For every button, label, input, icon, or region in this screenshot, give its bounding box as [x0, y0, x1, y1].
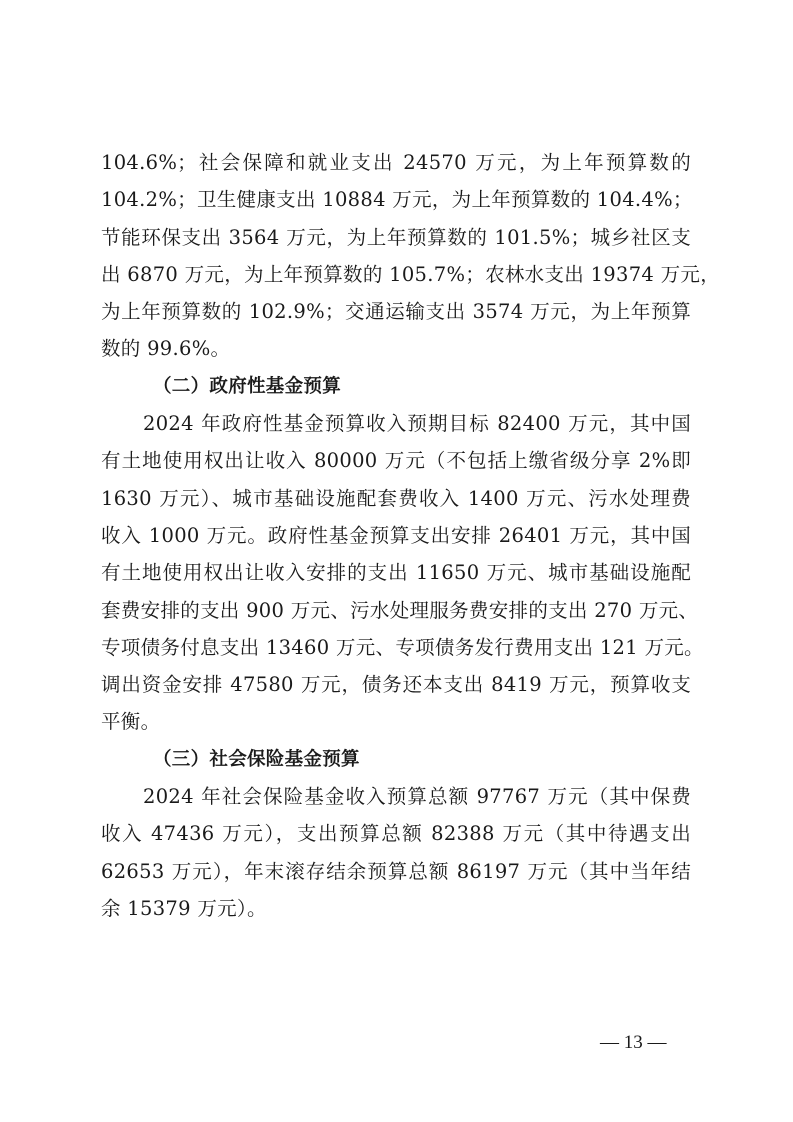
text-line: 1630 万元）、城市基础设施配套费收入 1400 万元、污水处理费 [101, 486, 691, 510]
text-line: 为上年预算数的 102.9%；交通运输支出 3574 万元，为上年预算 [101, 300, 691, 324]
text-line: 104.2%；卫生健康支出 10884 万元，为上年预算数的 104.4%； [101, 188, 693, 212]
section-heading-government-fund: （二）政府性基金预算 [153, 375, 342, 397]
text-line: 出 6870 万元，为上年预算数的 105.7%；农林水支出 19374 万元， [101, 262, 721, 286]
text-line: 104.6%；社会保障和就业支出 24570 万元，为上年预算数的 [101, 151, 691, 174]
text-line: 有土地使用权出让收入 80000 万元（不包括上缴省级分享 2%即 [101, 449, 691, 473]
text-line: 有土地使用权出让收入安排的支出 11650 万元、城市基础设施配 [101, 561, 691, 585]
section-heading-social-insurance-fund: （三）社会保险基金预算 [153, 748, 360, 770]
text-line: 收入 1000 万元。政府性基金预算支出安排 26401 万元，其中国 [101, 523, 691, 547]
text-line: 专项债务付息支出 13460 万元、专项债务发行费用支出 121 万元。 [101, 635, 704, 659]
text-line: 收入 47436 万元），支出预算总额 82388 万元（其中待遇支出 [101, 822, 691, 846]
text-line: 平衡。 [101, 710, 161, 734]
paragraph-first-line: 2024 年政府性基金预算收入预期目标 82400 万元，其中国 [143, 412, 691, 436]
text-line: 余 15379 万元）。 [101, 896, 267, 920]
text-line: 62653 万元），年末滚存结余预算总额 86197 万元（其中当年结 [101, 859, 691, 883]
body-text [101, 144, 721, 927]
text-line: 调出资金安排 47580 万元，债务还本支出 8419 万元，预算收支 [101, 673, 691, 697]
text-line: 节能环保支出 3564 万元，为上年预算数的 101.5%；城乡社区支 [101, 225, 691, 249]
paragraph-first-line: 2024 年社会保险基金收入预算总额 97767 万元（其中保费 [143, 785, 691, 809]
text-line: 套费安排的支出 900 万元、污水处理服务费安排的支出 270 万元、 [101, 598, 699, 622]
text-line: 数的 99.6%。 [101, 337, 231, 361]
page-number: — 13 — [600, 1032, 667, 1053]
